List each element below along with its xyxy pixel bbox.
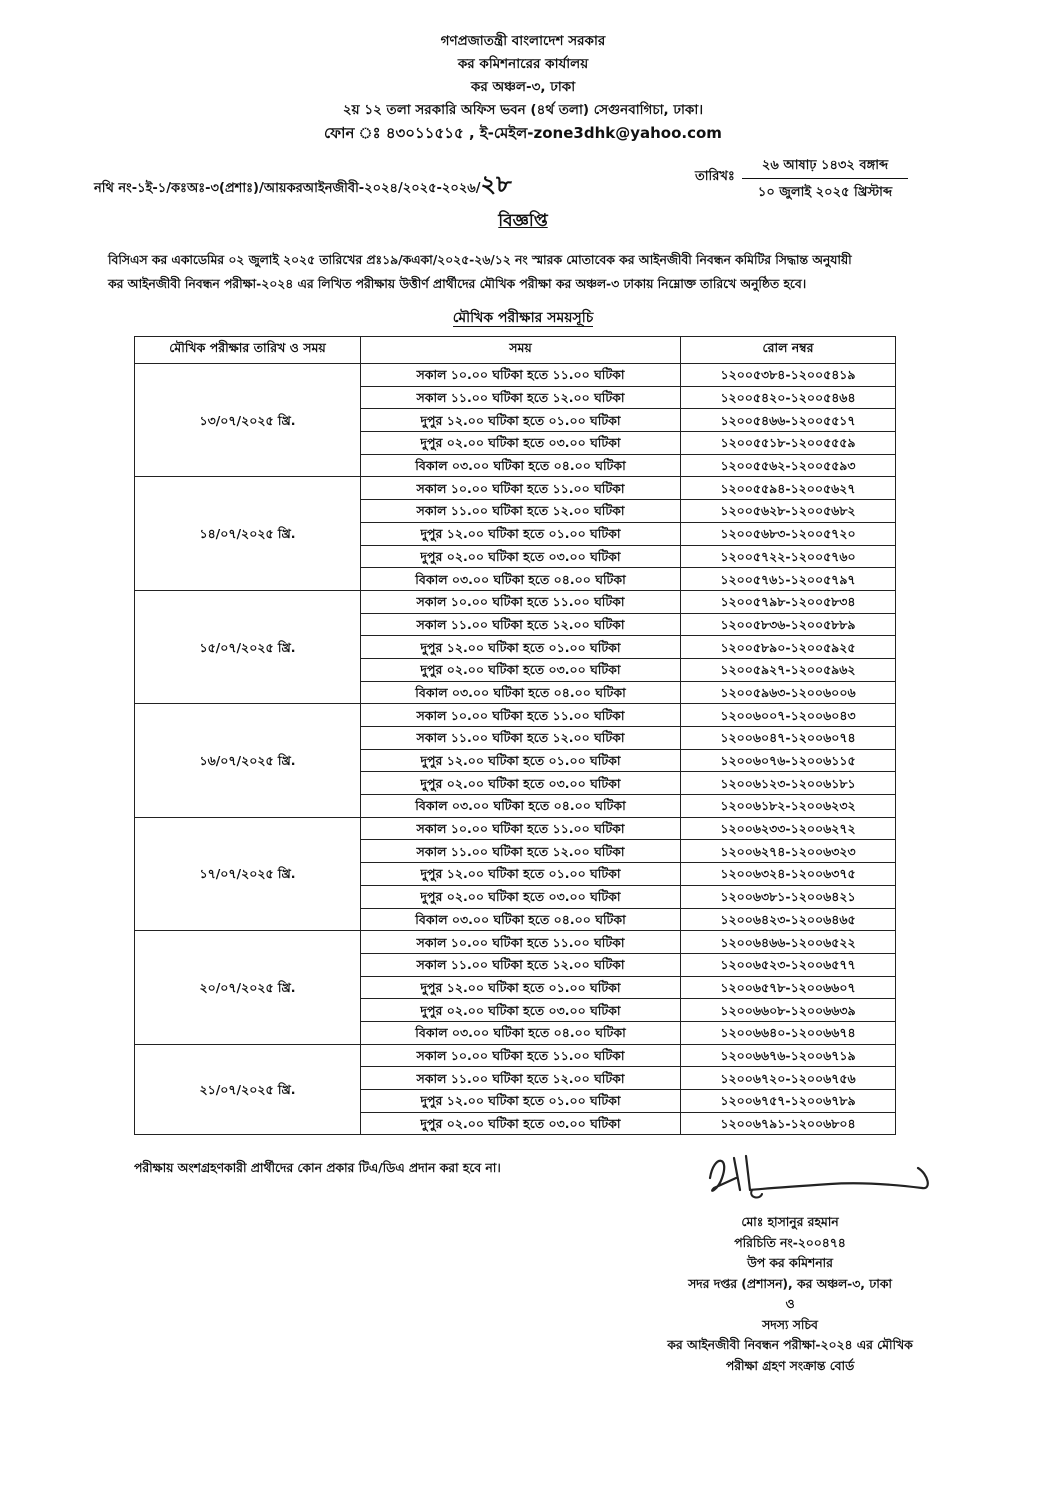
schedule-header-row bbox=[135, 337, 896, 364]
schedule-roll-cell: ১২০০৬১২৩-১২০০৬১৮১ bbox=[681, 772, 896, 795]
schedule-time-cell: বিকাল ০৩.০০ ঘটিকা হতে ০৪.০০ ঘটিকা bbox=[361, 908, 681, 931]
schedule-roll-cell: ১২০০৫৭৯৮-১২০০৫৮৩৪ bbox=[681, 590, 896, 613]
schedule-roll-cell: ১২০০৬৪২৩-১২০০৬৪৬৫ bbox=[681, 908, 896, 931]
schedule-row bbox=[135, 477, 896, 500]
date-divider bbox=[742, 178, 908, 179]
schedule-time-cell: সকাল ১১.০০ ঘটিকা হতে ১২.০০ ঘটিকা bbox=[361, 500, 681, 523]
schedule-roll-cell: ১২০০৫৮৯০-১২০০৫৯২৫ bbox=[681, 636, 896, 659]
schedule-roll-cell: ১২০০৬০৭৬-১২০০৬১১৫ bbox=[681, 749, 896, 772]
schedule-time-cell: বিকাল ০৩.০০ ঘটিকা হতে ০৪.০০ ঘটিকা bbox=[361, 795, 681, 818]
schedule-roll-cell: ১২০০৬৭৯১-১২০০৬৮০৪ bbox=[681, 1112, 896, 1135]
schedule-roll-cell: ১২০০৫৮৩৬-১২০০৫৮৮৯ bbox=[681, 613, 896, 636]
signatory-board-line-1: কর আইনজীবী নিবন্ধন পরীক্ষা-২০২৪ এর মৌখিক bbox=[667, 1338, 913, 1352]
schedule-time-cell: বিকাল ০৩.০০ ঘটিকা হতে ০৪.০০ ঘটিকা bbox=[361, 568, 681, 591]
col-header-date: মৌখিক পরীক্ষার তারিখ ও সময় bbox=[135, 337, 361, 364]
schedule-time-cell: দুপুর ১২.০০ ঘটিকা হতে ০১.০০ ঘটিকা bbox=[361, 749, 681, 772]
date-bangla: ২৬ আষাঢ় ১৪৩২ বঙ্গাব্দ bbox=[761, 158, 889, 173]
schedule-time-cell: দুপুর ০২.০০ ঘটিকা হতে ০৩.০০ ঘটিকা bbox=[361, 1112, 681, 1135]
schedule-roll-cell: ১২০০৫৫৬২-১২০০৫৫৯৩ bbox=[681, 454, 896, 477]
schedule-row bbox=[135, 590, 896, 613]
schedule-date-cell: ১৪/০৭/২০২৫ খ্রি. bbox=[135, 477, 361, 590]
schedule-time-cell: সকাল ১১.০০ ঘটিকা হতে ১২.০০ ঘটিকা bbox=[361, 386, 681, 409]
schedule-roll-cell: ১২০০৫৭২২-১২০০৫৭৬০ bbox=[681, 545, 896, 568]
schedule-time-cell: সকাল ১১.০০ ঘটিকা হতে ১২.০০ ঘটিকা bbox=[361, 613, 681, 636]
notice-body-line-1: বিসিএস কর একাডেমির ০২ জুলাই ২০২৫ তারিখের প্রঃ১৯/কএকা/২০২৫-২৬/১২ নং স্মারক মোতাবেক কর আইনজীবী নিবন্ধন কমিটির সিদ্ধান্ত অনুযায়ী bbox=[108, 253, 852, 267]
schedule-roll-cell: ১২০০৫৫১৮-১২০০৫৫৫৯ bbox=[681, 432, 896, 455]
schedule-roll-cell: ১২০০৬৫২৩-১২০০৬৫৭৭ bbox=[681, 953, 896, 976]
signature-block bbox=[600, 1212, 980, 1376]
schedule-roll-cell: ১২০০৬১৮২-১২০০৬২৩২ bbox=[681, 795, 896, 818]
schedule-time-cell: সকাল ১০.০০ ঘটিকা হতে ১১.০০ ঘটিকা bbox=[361, 590, 681, 613]
schedule-date-cell: ১৬/০৭/২০২৫ খ্রি. bbox=[135, 704, 361, 817]
schedule-roll-cell: ১২০০৬৭২০-১২০০৬৭৫৬ bbox=[681, 1067, 896, 1090]
date-label: তারিখঃ bbox=[695, 169, 735, 184]
schedule-time-cell: সকাল ১০.০০ ঘটিকা হতে ১১.০০ ঘটিকা bbox=[361, 1044, 681, 1067]
schedule-roll-cell: ১২০০৬২৩৩-১২০০৬২৭২ bbox=[681, 817, 896, 840]
schedule-time-cell: দুপুর ০২.০০ ঘটিকা হতে ০৩.০০ ঘটিকা bbox=[361, 999, 681, 1022]
schedule-time-cell: সকাল ১০.০০ ঘটিকা হতে ১১.০০ ঘটিকা bbox=[361, 931, 681, 954]
schedule-time-cell: দুপুর ১২.০০ ঘটিকা হতে ০১.০০ ঘটিকা bbox=[361, 409, 681, 432]
schedule-time-cell: দুপুর ১২.০০ ঘটিকা হতে ০১.০০ ঘটিকা bbox=[361, 522, 681, 545]
schedule-roll-cell: ১২০০৬৩২৪-১২০০৬৩৭৫ bbox=[681, 863, 896, 886]
schedule-roll-cell: ১২০০৫৬৮৩-১২০০৫৭২০ bbox=[681, 522, 896, 545]
schedule-row bbox=[135, 1044, 896, 1067]
schedule-date-cell: ১৫/০৭/২০২৫ খ্রি. bbox=[135, 590, 361, 703]
schedule-roll-cell: ১২০০৫৫৯৪-১২০০৫৬২৭ bbox=[681, 477, 896, 500]
header-government: গণপ্রজাতন্ত্রী বাংলাদেশ সরকার bbox=[440, 33, 606, 49]
footnote: পরীক্ষায় অংশগ্রহণকারী প্রার্থীদের কোন প্রকার টিএ/ডিএ প্রদান করা হবে না। bbox=[134, 1161, 501, 1175]
schedule-date-cell: ২০/০৭/২০২৫ খ্রি. bbox=[135, 931, 361, 1044]
schedule-date-cell: ১৭/০৭/২০২৫ খ্রি. bbox=[135, 817, 361, 930]
schedule-roll-cell: ১২০০৫৬২৮-১২০০৫৬৮২ bbox=[681, 500, 896, 523]
schedule-row bbox=[135, 704, 896, 727]
schedule-time-cell: দুপুর ০২.০০ ঘটিকা হতে ০৩.০০ ঘটিকা bbox=[361, 545, 681, 568]
schedule-time-cell: সকাল ১০.০০ ঘটিকা হতে ১১.০০ ঘটিকা bbox=[361, 364, 681, 387]
schedule-table bbox=[134, 336, 896, 1135]
schedule-roll-cell: ১২০০৫৭৬১-১২০০৫৭৯৭ bbox=[681, 568, 896, 591]
schedule-row bbox=[135, 931, 896, 954]
schedule-time-cell: দুপুর ০২.০০ ঘটিকা হতে ০৩.০০ ঘটিকা bbox=[361, 772, 681, 795]
signatory-name: মোঃ হাসানুর রহমান bbox=[741, 1215, 839, 1229]
signatory-office: সদর দপ্তর (প্রশাসন), কর অঞ্চল-৩, ঢাকা bbox=[688, 1276, 892, 1291]
schedule-time-cell: দুপুর ০২.০০ ঘটিকা হতে ০৩.০০ ঘটিকা bbox=[361, 432, 681, 455]
header-contact: ফোন ঃ ৪৩০১১৫১৫ , ই-মেইল-zone3dhk@yahoo.com bbox=[324, 124, 722, 142]
schedule-time-cell: সকাল ১০.০০ ঘটিকা হতে ১১.০০ ঘটিকা bbox=[361, 477, 681, 500]
schedule-roll-cell: ১২০০৫৯২৭-১২০০৫৯৬২ bbox=[681, 658, 896, 681]
schedule-time-cell: বিকাল ০৩.০০ ঘটিকা হতে ০৪.০০ ঘটিকা bbox=[361, 454, 681, 477]
schedule-time-cell: সকাল ১১.০০ ঘটিকা হতে ১২.০০ ঘটিকা bbox=[361, 727, 681, 750]
header-address: ২য় ১২ তলা সরকারি অফিস ভবন (৪র্থ তলা) সেগুনবাগিচা, ঢাকা। bbox=[342, 102, 704, 118]
schedule-roll-cell: ১২০০৬৪৬৬-১২০০৬৫২২ bbox=[681, 931, 896, 954]
schedule-roll-cell: ১২০০৬২৭৪-১২০০৬৩২৩ bbox=[681, 840, 896, 863]
schedule-date-cell: ২১/০৭/২০২৫ খ্রি. bbox=[135, 1044, 361, 1135]
memo-number-text: নথি নং-১ই-১/কঃঅঃ-৩(প্রশাঃ)/আয়করআইনজীবী-২০২৪/২০২৫-২০২৬/ bbox=[94, 181, 481, 196]
schedule-time-cell: সকাল ১০.০০ ঘটিকা হতে ১১.০০ ঘটিকা bbox=[361, 817, 681, 840]
schedule-time-cell: দুপুর ০২.০০ ঘটিকা হতে ০৩.০০ ঘটিকা bbox=[361, 885, 681, 908]
schedule-roll-cell: ১২০০৬০০৭-১২০০৬০৪৩ bbox=[681, 704, 896, 727]
schedule-time-cell: সকাল ১০.০০ ঘটিকা হতে ১১.০০ ঘটিকা bbox=[361, 704, 681, 727]
memo-number bbox=[94, 166, 512, 206]
schedule-roll-cell: ১২০০৬০৪৭-১২০০৬০৭৪ bbox=[681, 727, 896, 750]
schedule-row bbox=[135, 364, 896, 387]
signatory-role: সদস্য সচিব bbox=[762, 1317, 818, 1332]
schedule-body bbox=[135, 364, 896, 1135]
schedule-roll-cell: ১২০০৬৬৪০-১২০০৬৬৭৪ bbox=[681, 1021, 896, 1044]
signatory-board-line-2: পরীক্ষা গ্রহণ সংক্রান্ত বোর্ড bbox=[725, 1358, 855, 1373]
header-office: কর কমিশনারের কার্যালয় bbox=[457, 56, 589, 72]
col-header-roll: রোল নম্বর bbox=[681, 337, 896, 364]
schedule-roll-cell: ১২০০৬৩৮১-১২০০৬৪২১ bbox=[681, 885, 896, 908]
notice-title-text: বিজ্ঞপ্তি bbox=[498, 211, 548, 231]
date-english: ১০ জুলাই ২০২৫ খ্রিস্টাব্দ bbox=[757, 185, 893, 200]
header-zone: কর অঞ্চল-৩, ঢাকা bbox=[470, 79, 576, 95]
notice-body-line-2: কর আইনজীবী নিবন্ধন পরীক্ষা-২০২৪ এর লিখিত পরীক্ষায় উত্তীর্ণ প্রার্থীদের মৌখিক পরীক্ষা কর অঞ্চল-৩ ঢাকায় নিম্নোক্ত তারিখে অনুষ্ঠিত হবে। bbox=[108, 277, 807, 291]
schedule-roll-cell: ১২০০৬৬৭৬-১২০০৬৭১৯ bbox=[681, 1044, 896, 1067]
schedule-title bbox=[0, 306, 1046, 330]
schedule-row bbox=[135, 817, 896, 840]
col-header-time: সময় bbox=[361, 337, 681, 364]
schedule-time-cell: দুপুর ০২.০০ ঘটিকা হতে ০৩.০০ ঘটিকা bbox=[361, 658, 681, 681]
schedule-time-cell: দুপুর ১২.০০ ঘটিকা হতে ০১.০০ ঘটিকা bbox=[361, 863, 681, 886]
memo-number-handwritten: ২৮ bbox=[480, 169, 512, 198]
schedule-time-cell: সকাল ১১.০০ ঘটিকা হতে ১২.০০ ঘটিকা bbox=[361, 840, 681, 863]
signatory-and: ও bbox=[785, 1297, 795, 1311]
notice-title bbox=[0, 208, 1046, 236]
schedule-roll-cell: ১২০০৬৬০৮-১২০০৬৬৩৯ bbox=[681, 999, 896, 1022]
schedule-roll-cell: ১২০০৫৩৮৪-১২০০৫৪১৯ bbox=[681, 364, 896, 387]
schedule-roll-cell: ১২০০৬৭৫৭-১২০০৬৭৮৯ bbox=[681, 1090, 896, 1113]
schedule-time-cell: সকাল ১১.০০ ঘটিকা হতে ১২.০০ ঘটিকা bbox=[361, 953, 681, 976]
schedule-roll-cell: ১২০০৫৪৬৬-১২০০৫৫১৭ bbox=[681, 409, 896, 432]
signatory-id: পরিচিতি নং-২০০৪৭৪ bbox=[734, 1235, 846, 1250]
schedule-roll-cell: ১২০০৫৪২০-১২০০৫৪৬৪ bbox=[681, 386, 896, 409]
schedule-time-cell: সকাল ১১.০০ ঘটিকা হতে ১২.০০ ঘটিকা bbox=[361, 1067, 681, 1090]
schedule-title-text: মৌখিক পরীক্ষার সময়সূচি bbox=[452, 310, 594, 326]
schedule-time-cell: দুপুর ১২.০০ ঘটিকা হতে ০১.০০ ঘটিকা bbox=[361, 976, 681, 999]
schedule-time-cell: বিকাল ০৩.০০ ঘটিকা হতে ০৪.০০ ঘটিকা bbox=[361, 681, 681, 704]
schedule-roll-cell: ১২০০৬৫৭৮-১২০০৬৬০৭ bbox=[681, 976, 896, 999]
schedule-time-cell: দুপুর ১২.০০ ঘটিকা হতে ০১.০০ ঘটিকা bbox=[361, 1090, 681, 1113]
schedule-time-cell: বিকাল ০৩.০০ ঘটিকা হতে ০৪.০০ ঘটিকা bbox=[361, 1021, 681, 1044]
signatory-designation: উপ কর কমিশনার bbox=[747, 1256, 833, 1270]
schedule-time-cell: দুপুর ১২.০০ ঘটিকা হতে ০১.০০ ঘটিকা bbox=[361, 636, 681, 659]
schedule-roll-cell: ১২০০৫৯৬৩-১২০০৬০০৬ bbox=[681, 681, 896, 704]
schedule-date-cell: ১৩/০৭/২০২৫ খ্রি. bbox=[135, 364, 361, 477]
